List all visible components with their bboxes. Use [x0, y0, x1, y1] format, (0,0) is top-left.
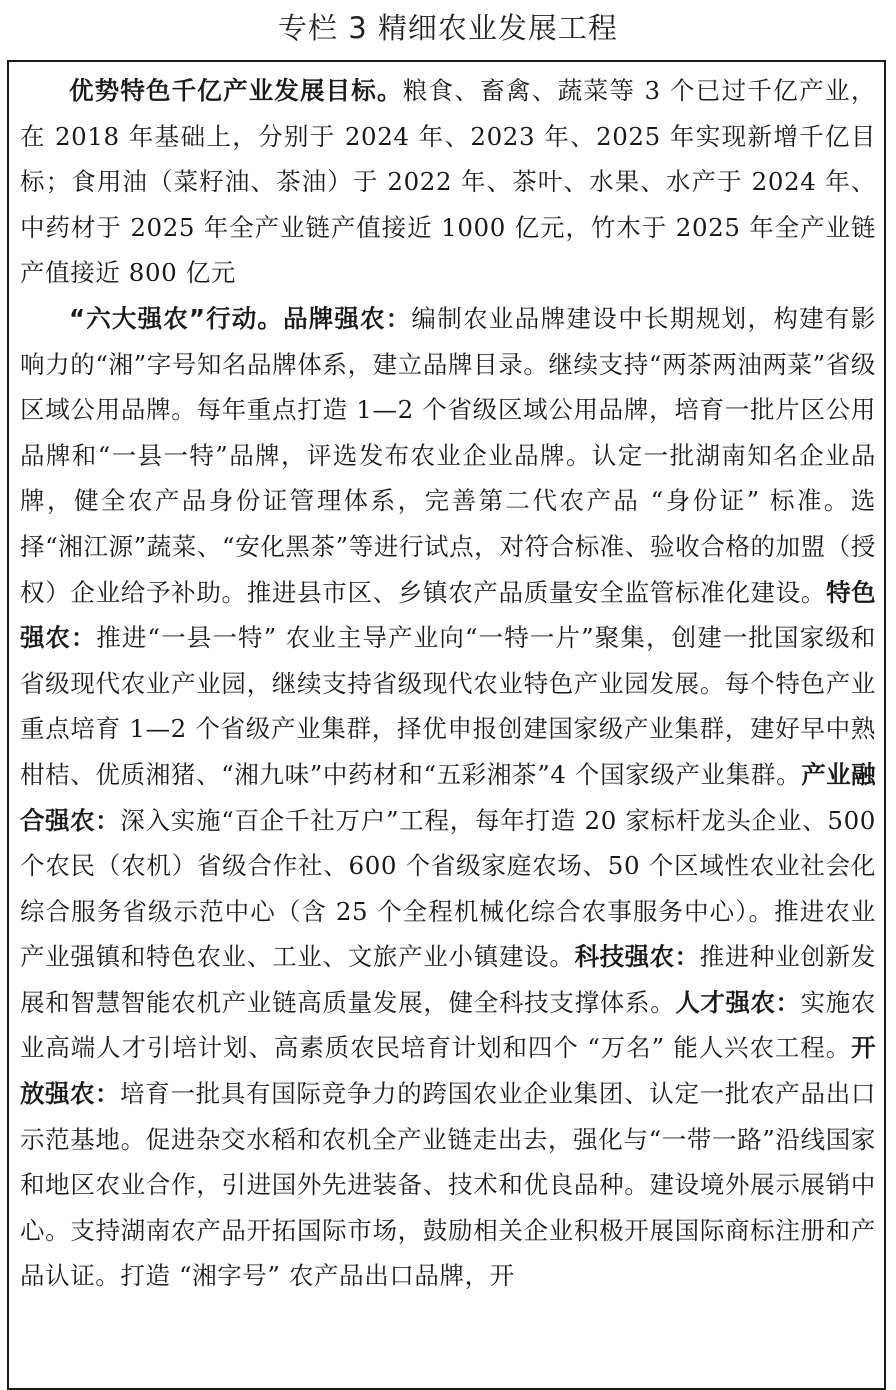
- column-box: [7, 60, 886, 1390]
- heading-six-actions: “六大强农”行动。: [69, 303, 284, 333]
- text-feature: 推进“一县一特” 农业主导产业向“一特一片”聚集，创建一批国家级和省级现代农业产业园，继续支持省级现代农业特色产业园发展。每个特色产业重点培育 1—2 个省级产业集群，择优申报创建国家级产业集群，建好早中熟柑桔、优质湘猪、“湘九味”中药材和“五彩湘茶”4 个国家级产业集群。: [20, 623, 877, 789]
- text-brand: 编制农业品牌建设中长期规划，构建有影响力的“湘”字号知名品牌体系，建立品牌目录。继续支持“两茶两油两菜”省级区域公用品牌。每年重点打造 1—2 个省级区域公用品牌，培育一批片区公用品牌和“一县一特”品牌，评选发布农业企业品牌。认定一批湖南知名企业品牌，健全农产品身份证管理体系，完善第二代农产品 “身份证” 标准。选择“湘江源”蔬菜、“安化黑茶”等进行试点，对符合标准、验收合格的加盟（授权）企业给予补助。推进县市区、乡镇农产品质量安全监管标准化建设。: [20, 303, 876, 607]
- page-title: 专栏 3 精细农业发展工程: [278, 11, 618, 45]
- text-tech: 推进种业创新发展和智慧智能农机产业链高质量发展，健全科技支撑体系。: [20, 942, 876, 1017]
- paragraph-actions: [20, 296, 876, 1299]
- heading-fusion: 产业融合强农：: [20, 759, 877, 835]
- text-open: 培育一批具有国际竞争力的跨国农业企业集团、认定一批农产品出口示范基地。促进杂交水稻和农机全产业链走出去，强化与“一带一路”沿线国家和地区农业合作，引进国外先进装备、技术和优良品种。建设境外展示展销中心。支持湖南农产品开拓国际市场，鼓励相关企业积极开展国际商标注册和产品认证。打造 “湘字号” 农产品出口品牌，开: [20, 1079, 876, 1291]
- heading-brand: 品牌强农：: [283, 303, 412, 333]
- text-fusion: 深入实施“百企千社万户”工程，每年打造 20 家标杆龙头企业、500 个农民（农机）省级合作社、600 个省级家庭农场、50 个区域性农业社会化综合服务省级示范中心（含 25 个全程机械化综合农事服务中心）。推进农业产业强镇和特色农业、工业、文旅产业小镇建设。: [20, 805, 876, 972]
- heading-open: 开放强农：: [20, 1033, 876, 1109]
- text-goals: 粮食、畜禽、蔬菜等 3 个已过千亿产业，在 2018 年基础上，分别于 2024 年、2023 年、2025 年实现新增千亿目标；食用油（菜籽油、茶油）于 2022 年、茶叶、水果、水产于 2024 年、中药材于 2025 年全产业链产值接近 1000 亿元，竹木于 2025 年全产业链产值接近 800 亿元: [20, 76, 876, 288]
- heading-feature: 特色强农：: [20, 577, 876, 653]
- heading-talent: 人才强农：: [675, 987, 801, 1017]
- text-talent: 实施农业高端人才引培计划、高素质农民培育计划和四个 “万名” 能人兴农工程。: [20, 987, 876, 1063]
- paragraph-goals: [20, 68, 876, 296]
- heading-goals: 优势特色千亿产业发展目标。: [69, 76, 403, 105]
- column-content: [20, 68, 876, 1299]
- heading-tech: 科技强农：: [574, 942, 700, 972]
